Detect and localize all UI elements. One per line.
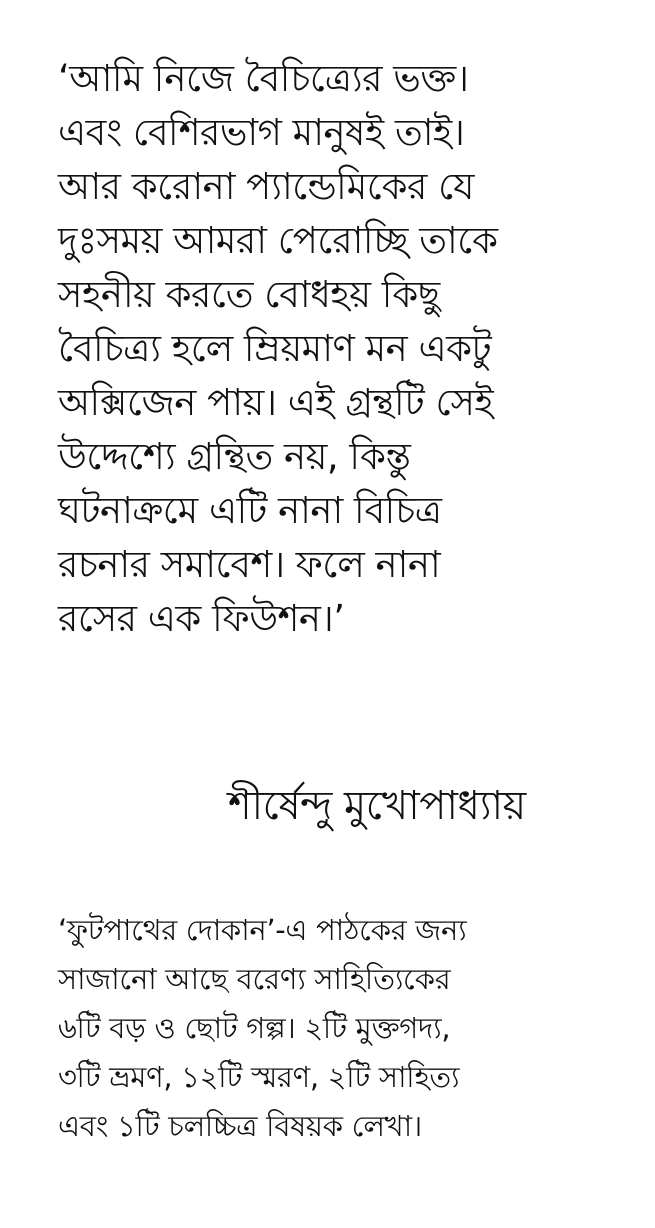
quote-line-9: ঘটনাক্রমে এটি নানা বিচিত্র (58, 489, 442, 532)
quote-line-1: ‘আমি নিজে বৈচিত্র্যের ভক্ত। (58, 57, 469, 100)
description-line-1: ‘ফুটপাথের দোকান’-এ পাঠকের জন্য (58, 913, 467, 947)
quote-line-5: সহনীয় করতে বোধহয় কিছু (58, 273, 440, 316)
description-line-4: ৩টি ভ্রমণ, ১২টি স্মরণ, ২টি সাহিত্য (58, 1060, 460, 1094)
quote-line-6: বৈচিত্র্য হলে ম্রিয়মাণ মন একটু (58, 327, 492, 370)
quote-line-11: রসের এক ফিউশন।’ (58, 597, 345, 640)
description-line-2: সাজানো আছে বরেণ্য সাহিত্যিকের (58, 962, 451, 996)
author-quote (58, 52, 618, 646)
quote-author: শীর্ষেন্দু মুখোপাধ্যায় (228, 783, 526, 829)
quote-line-2: এবং বেশিরভাগ মানুষই তাই। (58, 111, 465, 154)
quote-line-3: আর করোনা প্যান্ডেমিকের যে (58, 165, 474, 208)
quote-line-7: অক্সিজেন পায়। এই গ্রন্থটি সেই (58, 381, 494, 424)
book-description (58, 906, 628, 1151)
description-line-5: এবং ১টি চলচ্চিত্র বিষয়ক লেখা। (58, 1109, 422, 1143)
quote-line-8: উদ্দেশ্যে গ্রন্থিত নয়, কিন্তু (58, 435, 411, 478)
quote-line-4: দুঃসময় আমরা পেরোচ্ছি তাকে (58, 219, 498, 262)
quote-line-10: রচনার সমাবেশ। ফলে নানা (58, 543, 441, 586)
description-line-3: ৬টি বড় ও ছোট গল্প। ২টি মুক্তগদ্য, (58, 1011, 451, 1045)
